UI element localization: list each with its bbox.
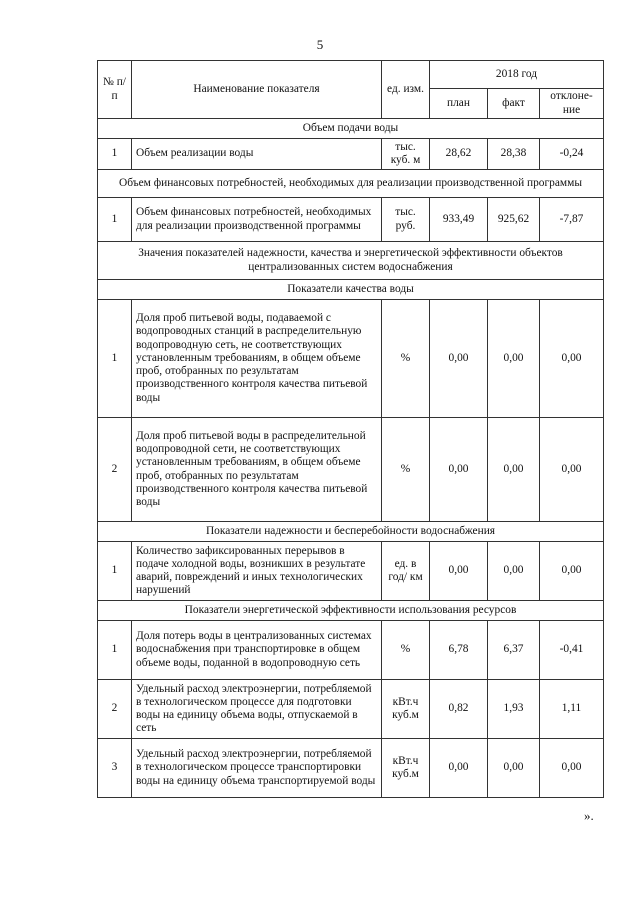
section-reliability: Показатели надежности и бесперебойности водоснабжения — [98, 522, 604, 542]
row-plan: 0,00 — [430, 542, 488, 601]
table-row — [98, 680, 604, 739]
row-plan: 28,62 — [430, 139, 488, 170]
table-row — [98, 300, 604, 418]
row-no: 2 — [98, 680, 132, 739]
row-unit: % — [382, 621, 430, 680]
row-plan: 0,00 — [430, 418, 488, 522]
row-fact: 0,00 — [488, 739, 540, 798]
row-plan: 6,78 — [430, 621, 488, 680]
section-row — [98, 601, 604, 621]
section-row — [98, 119, 604, 139]
row-deviation: -0,24 — [540, 139, 604, 170]
row-unit: кВт.ч куб.м — [382, 680, 430, 739]
row-deviation: 0,00 — [540, 300, 604, 418]
row-name: Количество зафиксированных перерывов в подаче холодной воды, возникших в результате аварий, повреждений и иных технологических нарушений — [132, 542, 382, 601]
section-row — [98, 522, 604, 542]
row-deviation: 1,11 — [540, 680, 604, 739]
row-no: 1 — [98, 300, 132, 418]
row-fact: 1,93 — [488, 680, 540, 739]
row-name: Доля проб питьевой воды в распределительной водопроводной сети, не соответствующих установленным требованиям, в общем объеме проб, отобранных по результатам производственного контроля качества питьевой воды — [132, 418, 382, 522]
row-plan: 0,82 — [430, 680, 488, 739]
row-unit: ед. в год/ км — [382, 542, 430, 601]
row-no: 1 — [98, 198, 132, 242]
row-name: Доля потерь воды в централизованных системах водоснабжения при транспортировке в общем объеме воды, поданной в водопроводную сеть — [132, 621, 382, 680]
table-row — [98, 198, 604, 242]
row-name: Удельный расход электроэнергии, потребляемой в технологическом процессе транспортировки воды на единицу объема транспортируемой воды — [132, 739, 382, 798]
row-unit: тыс. куб. м — [382, 139, 430, 170]
header-name: Наименование показателя — [132, 61, 382, 119]
row-no: 1 — [98, 542, 132, 601]
row-name: Удельный расход электроэнергии, потребляемой в технологическом процессе для подготовки воды на единицу объема воды, отпускаемой в сеть — [132, 680, 382, 739]
row-plan: 0,00 — [430, 300, 488, 418]
row-fact: 0,00 — [488, 300, 540, 418]
row-name: Объем реализации воды — [132, 139, 382, 170]
section-row — [98, 280, 604, 300]
section-finance: Объем финансовых потребностей, необходимых для реализации производственной программы — [98, 170, 604, 198]
table-row — [98, 621, 604, 680]
header-row-top — [98, 61, 604, 89]
row-fact: 0,00 — [488, 418, 540, 522]
row-unit: % — [382, 300, 430, 418]
header-deviation: отклоне-ние — [540, 89, 604, 119]
table-row — [98, 739, 604, 798]
row-unit: кВт.ч куб.м — [382, 739, 430, 798]
header-no: № п/п — [98, 61, 132, 119]
table-row — [98, 542, 604, 601]
row-unit: % — [382, 418, 430, 522]
row-plan: 0,00 — [430, 739, 488, 798]
indicators-table — [97, 60, 604, 798]
row-deviation: -0,41 — [540, 621, 604, 680]
row-fact: 925,62 — [488, 198, 540, 242]
row-fact: 6,37 — [488, 621, 540, 680]
table-row — [98, 139, 604, 170]
section-energy: Показатели энергетической эффективности использования ресурсов — [98, 601, 604, 621]
closing-quote-mark: ». — [584, 808, 594, 823]
row-plan: 933,49 — [430, 198, 488, 242]
section-quality: Показатели качества воды — [98, 280, 604, 300]
row-unit: тыс. руб. — [382, 198, 430, 242]
row-deviation: -7,87 — [540, 198, 604, 242]
section-row — [98, 242, 604, 280]
section-volume: Объем подачи воды — [98, 119, 604, 139]
row-name: Доля проб питьевой воды, подаваемой с водопроводных станций в распределительную водопроводную сеть, не соответствующих установленным требованиям, в общем объеме проб, отобранных по результатам производственного контроля качества питьевой воды — [132, 300, 382, 418]
row-deviation: 0,00 — [540, 418, 604, 522]
row-deviation: 0,00 — [540, 739, 604, 798]
header-fact: факт — [488, 89, 540, 119]
page-number: 5 — [316, 37, 324, 52]
header-year: 2018 год — [430, 61, 604, 89]
row-no: 1 — [98, 621, 132, 680]
table-row — [98, 418, 604, 522]
header-unit: ед. изм. — [382, 61, 430, 119]
row-name: Объем финансовых потребностей, необходимых для реализации производственной программы — [132, 198, 382, 242]
row-no: 3 — [98, 739, 132, 798]
row-no: 1 — [98, 139, 132, 170]
row-fact: 0,00 — [488, 542, 540, 601]
row-no: 2 — [98, 418, 132, 522]
section-reliability-values: Значения показателей надежности, качества и энергетической эффективности объектов централизованных систем водоснабжения — [98, 242, 604, 280]
header-plan: план — [430, 89, 488, 119]
row-fact: 28,38 — [488, 139, 540, 170]
row-deviation: 0,00 — [540, 542, 604, 601]
section-row — [98, 170, 604, 198]
